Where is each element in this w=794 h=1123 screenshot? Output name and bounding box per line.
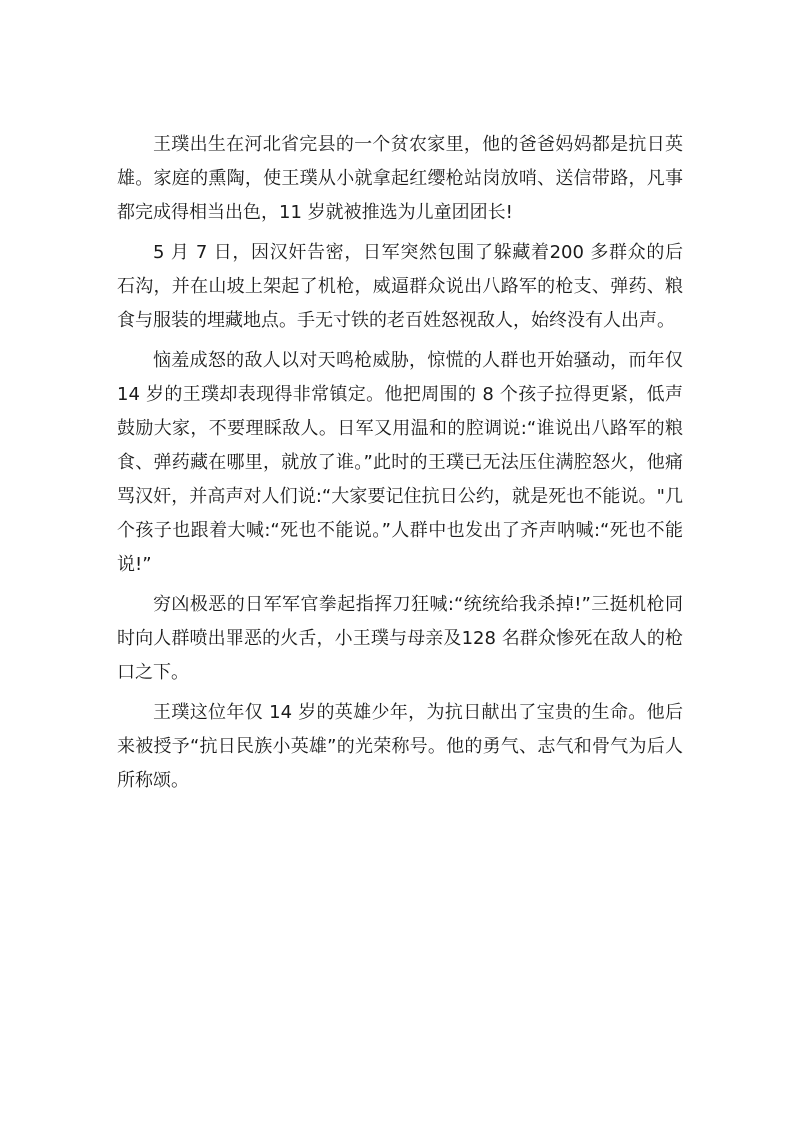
paragraph-4: 穷凶极恶的日军军官拳起指挥刀狂喊:“统统给我杀掉!”三挺机枪同时向人群喷出罪恶的火舌，小王璞与母亲及128 名群众惨死在敌人的枪口之下。 [117,594,683,683]
paragraph-1: 王璞出生在河北省完县的一个贫农家里，他的爸爸妈妈都是抗日英雄。家庭的熏陶，使王璞从小就拿起红缨枪站岗放哨、送信带路，凡事都完成得相当出色，11 岁就被推选为儿童团团长! [117,134,683,223]
document-body [117,128,683,804]
paragraph-3: 恼羞成怒的敌人以对天鸣枪威胁，惊慌的人群也开始骚动，而年仅 14 岁的王璞却表现得非常镇定。他把周围的 8 个孩子拉得更紧，低声鼓励大家，不要理睬敌人。日军又用温和的腔调说:“谁说出八路军的粮食、弹药藏在哪里，就放了谁。”此时的王璞已无法压住满腔怒火，他痛骂汉奸，并高声对人们说:“大家要记住抗日公约，就是死也不能说。"几个孩子也跟着大喊:“死也不能说。”人群中也发出了齐声呐喊:“死也不能说!” [117,350,683,575]
paragraph-5: 王璞这位年仅 14 岁的英雄少年，为抗日献出了宝贵的生命。他后来被授予“抗日民族小英雄”的光荣称号。他的勇气、志气和骨气为后人所称颂。 [117,702,683,791]
paragraph-2: 5 月 7 日，因汉奸告密，日军突然包围了躲藏着200 多群众的后石沟，并在山坡上架起了机枪，威逼群众说出八路军的枪支、弹药、粮食与服装的埋藏地点。手无寸铁的老百姓怒视敌人，始终没有人出声。 [117,242,683,331]
